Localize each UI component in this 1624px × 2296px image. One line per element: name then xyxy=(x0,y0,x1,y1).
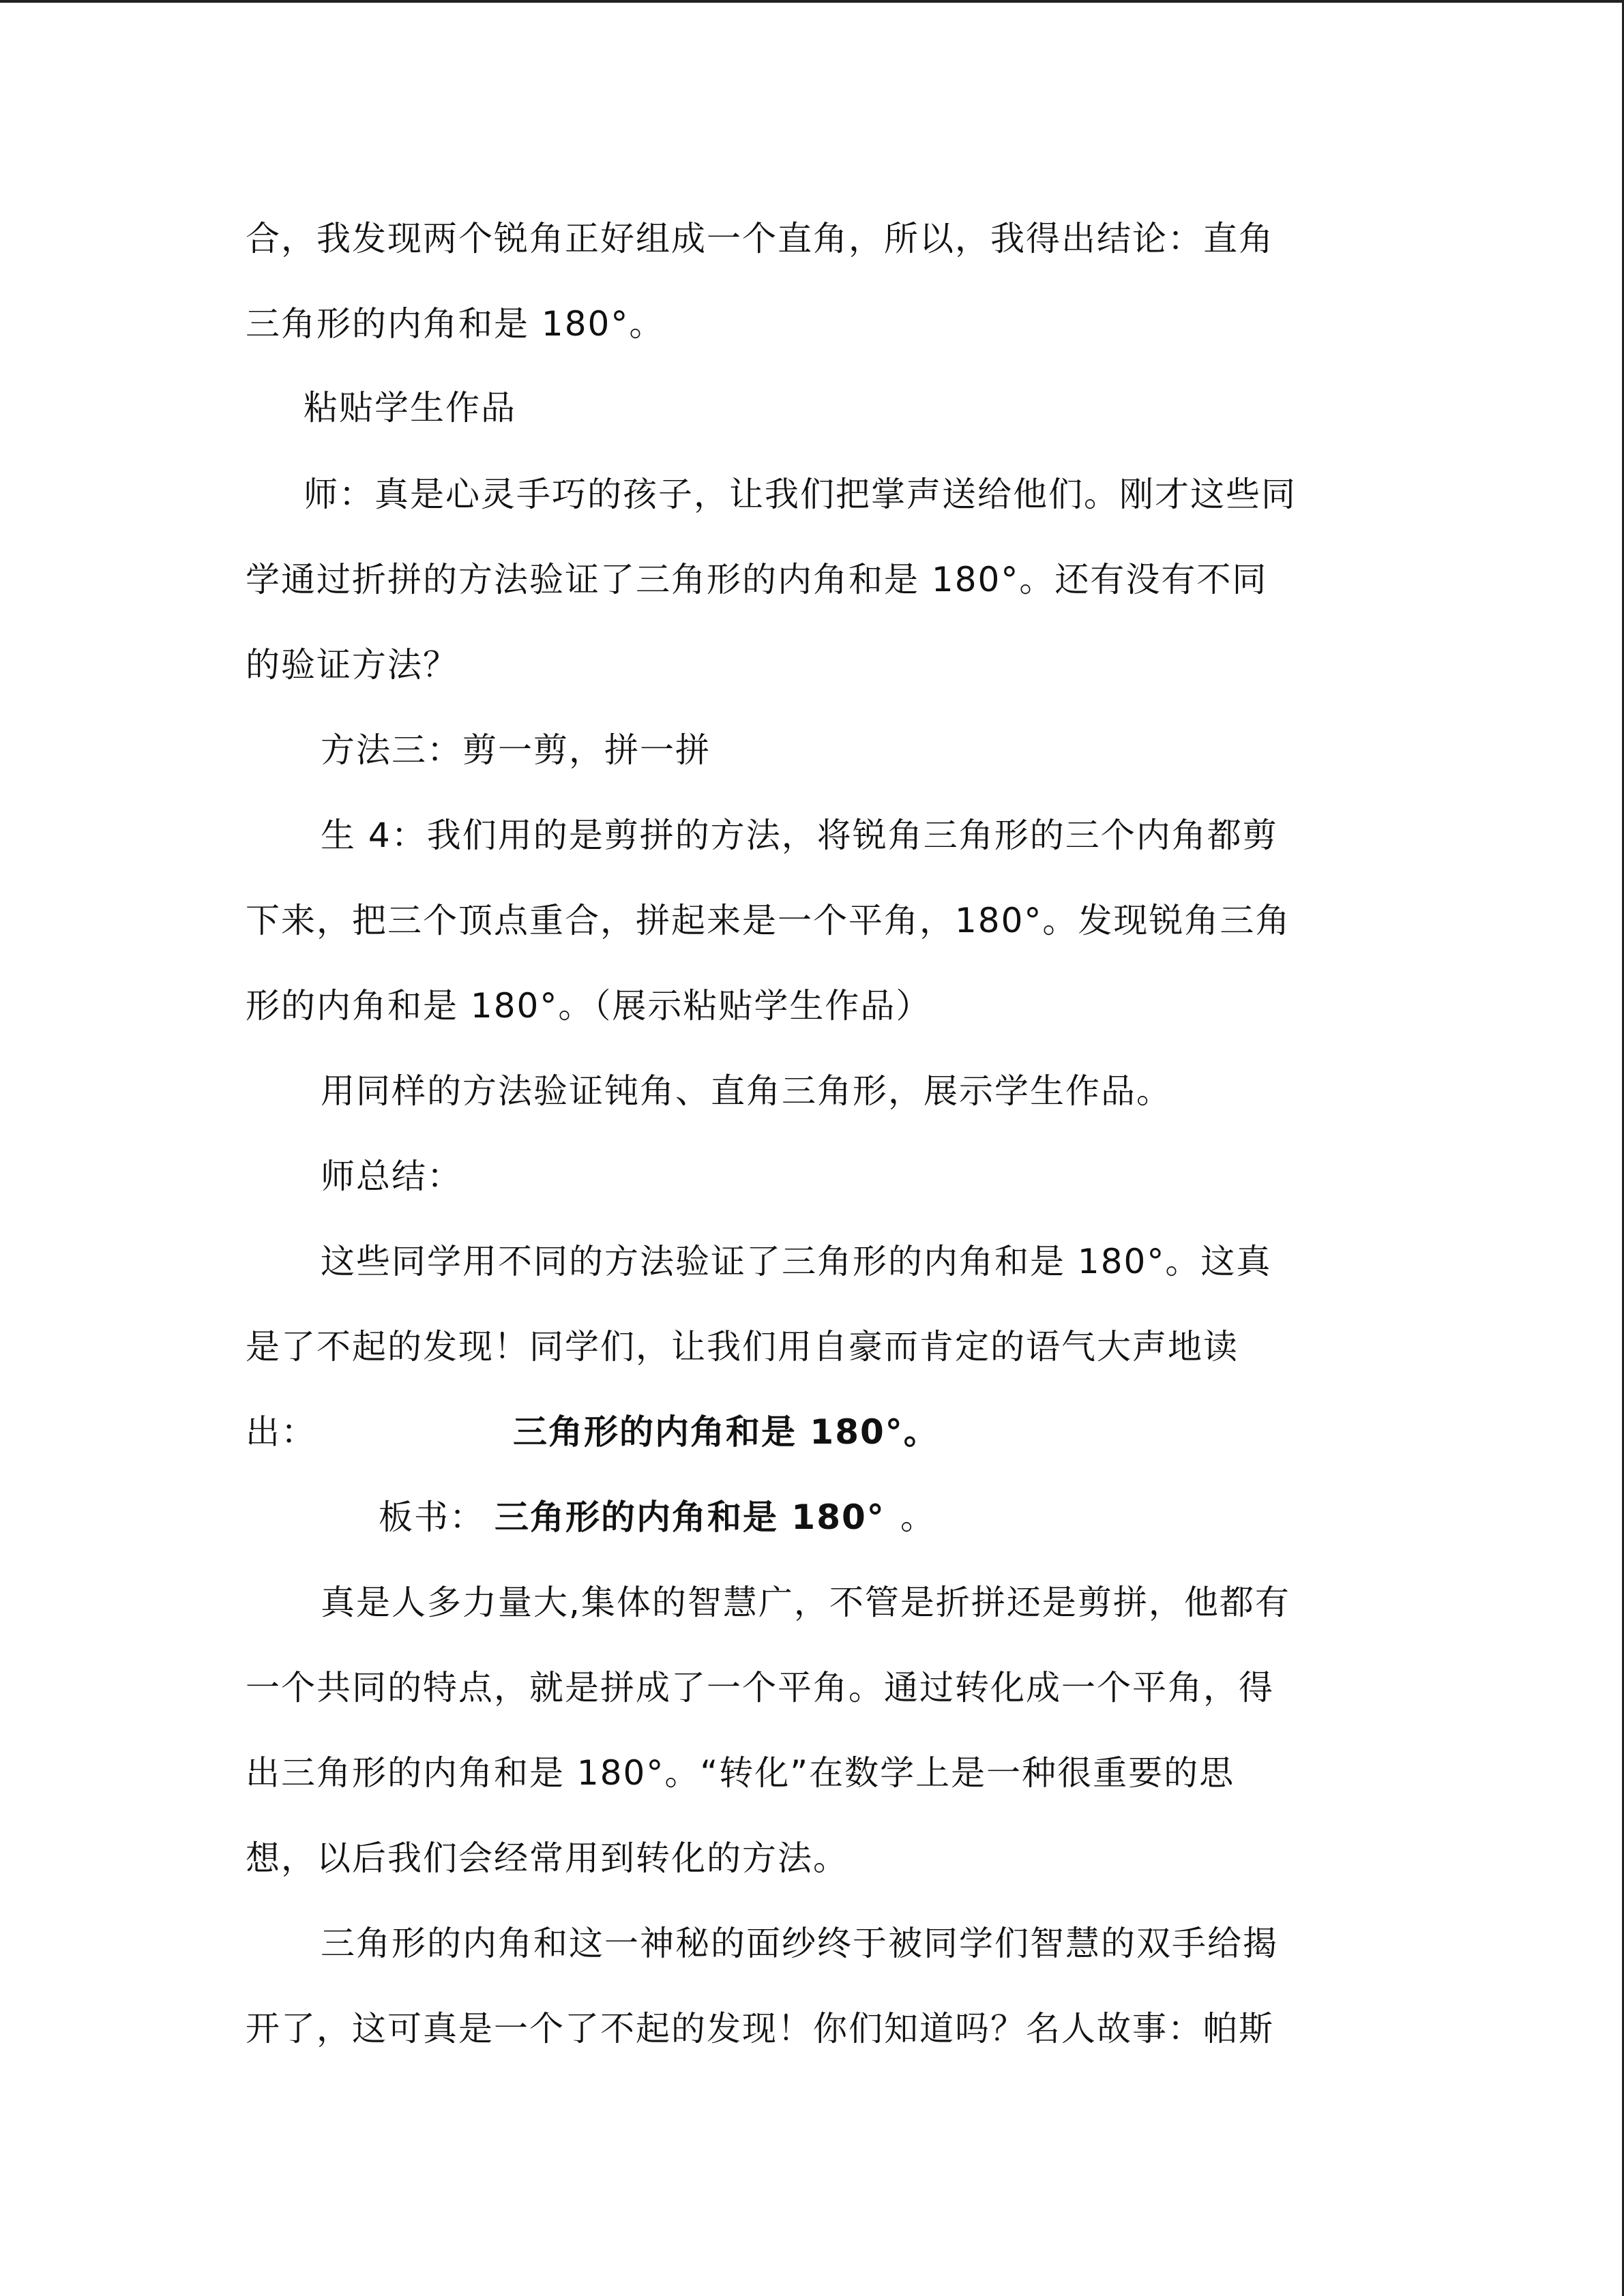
paragraph-line: 的验证方法？ xyxy=(246,645,458,685)
paragraph-line: 一个共同的特点，就是拼成了一个平角。通过转化成一个平角，得 xyxy=(246,1668,1274,1708)
paragraph-line: 师：真是心灵手巧的孩子，让我们把掌声送给他们。刚才这些同 xyxy=(304,475,1297,514)
paragraph-line: 粘贴学生作品 xyxy=(304,388,516,428)
paragraph-line: 形的内角和是 180°。（展示粘贴学生作品） xyxy=(246,986,932,1026)
key-conclusion: 三角形的内角和是 180°。 xyxy=(513,1412,939,1452)
paragraph-line: 想，以后我们会经常用到转化的方法。 xyxy=(246,1838,848,1878)
paragraph-line: 出： xyxy=(246,1412,316,1452)
paragraph-line: 开了，这可真是一个了不起的发现！你们知道吗？名人故事：帕斯 xyxy=(246,2009,1274,2048)
board-writing: 三角形的内角和是 180° xyxy=(494,1497,885,1537)
paragraph-line: 合，我发现两个锐角正好组成一个直角，所以，我得出结论：直角 xyxy=(246,219,1274,258)
paragraph-line: 这些同学用不同的方法验证了三角形的内角和是 180°。这真 xyxy=(321,1242,1272,1281)
paragraph-line: 学通过折拼的方法验证了三角形的内角和是 180°。还有没有不同 xyxy=(246,560,1268,599)
board-label: 板书： xyxy=(379,1497,485,1537)
page-top-border xyxy=(0,0,1624,3)
paragraph-line: 三角形的内角和这一神秘的面纱终于被同学们智慧的双手给揭 xyxy=(321,1924,1278,1963)
paragraph-line: 下来，把三个顶点重合，拼起来是一个平角，180°。发现锐角三角 xyxy=(246,901,1291,940)
paragraph-line: 真是人多力量大,集体的智慧广，不管是折拼还是剪拼，他都有 xyxy=(321,1583,1290,1622)
paragraph-line: 师总结： xyxy=(321,1157,462,1196)
section-heading: 方法三：剪一剪，拼一拼 xyxy=(321,730,711,770)
paragraph-line: 用同样的方法验证钝角、直角三角形，展示学生作品。 xyxy=(321,1071,1172,1111)
paragraph-line: 是了不起的发现！同学们，让我们用自豪而肯定的语气大声地读 xyxy=(246,1327,1239,1367)
paragraph-line: 出三角形的内角和是 180°。“转化”在数学上是一种很重要的思 xyxy=(246,1753,1235,1793)
paragraph-line: 生 4：我们用的是剪拼的方法，将锐角三角形的三个内角都剪 xyxy=(321,816,1278,855)
paragraph-line: 三角形的内角和是 180°。 xyxy=(246,304,665,344)
board-period: 。 xyxy=(900,1497,936,1537)
